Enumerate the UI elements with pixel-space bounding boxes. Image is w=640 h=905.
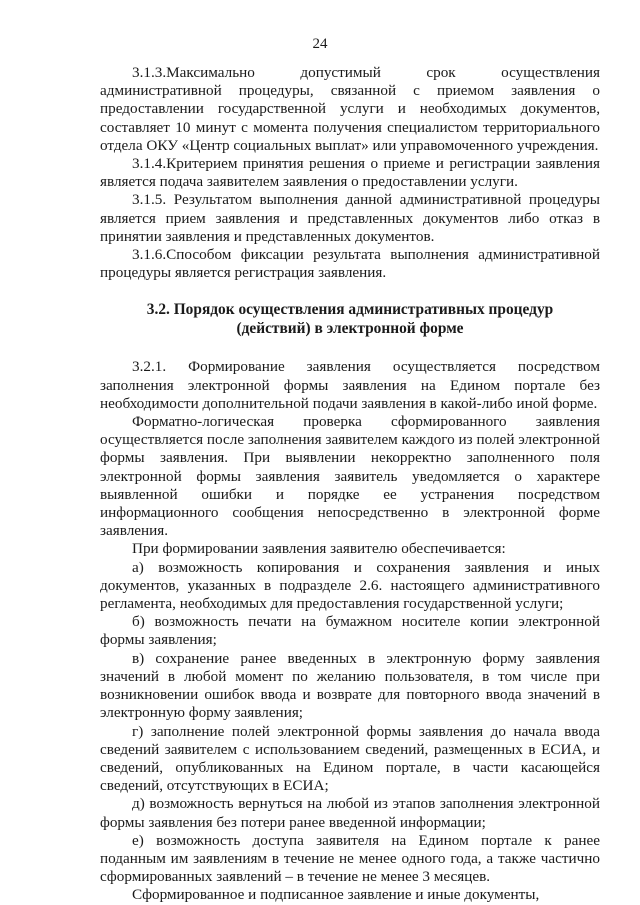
paragraph-final: Сформированное и подписанное заявление и иные документы, xyxy=(132,886,540,904)
paragraph-3-1-3: 3.1.3.Максимально допустимый срок осуществления административной процедуры, связанной с приемом заявления о предоставлении государственной услуги и необходимых документов, составляет 10 минут с момента получения специалистом территориального отдела ОКУ «Центр социальных выплат» или управомоченного учреждения. xyxy=(100,64,600,154)
section-heading-3-2 xyxy=(100,300,600,338)
list-item-g: г) заполнение полей электронной формы заявления до начала ввода сведений заявителем с использованием сведений, размещенных в ЕСИА, и сведений, опубликованных на Едином портале, в части касающейся сведений, отсутствующих в ЕСИА; xyxy=(100,722,600,795)
list-item-a: а) возможность копирования и сохранения заявления и иных документов, указанных в подразделе 2.6. настоящего административного регламента, необходимых для предоставления государственной услуги; xyxy=(100,558,600,613)
page-number: 24 xyxy=(312,36,328,52)
paragraph-provisions-intro: При формировании заявления заявителю обеспечивается: xyxy=(132,540,506,558)
list-item-e: е) возможность доступа заявителя на Едином портале к ранее поданным им заявлениям в течение не менее одного года, а также частично сформированных заявлений – в течение не менее 3 месяцев. xyxy=(100,831,600,886)
paragraph-3-1-6: 3.1.6.Способом фиксации результата выполнения административной процедуры является регистрация заявления. xyxy=(100,246,600,282)
document-body xyxy=(100,64,600,905)
section-heading-line-2: (действий) в электронной форме xyxy=(236,320,464,338)
paragraph-3-1-4: 3.1.4.Критерием принятия решения о приеме и регистрации заявления является подача заявителем заявления о предоставлении услуги. xyxy=(100,155,600,191)
section-heading-line-1: 3.2. Порядок осуществления административных процедур xyxy=(146,301,554,319)
paragraph-format-check: Форматно-логическая проверка сформированного заявления осуществляется после заполнения заявителем каждого из полей электронной формы заявления. При выявлении некорректно заполненного поля электронной формы заявления заявитель уведомляется о характере выявленной ошибки и порядке ее устранения посредством информационного сообщения непосредственно в электронной форме заявления. xyxy=(100,413,600,540)
paragraph-3-2-1: 3.2.1. Формирование заявления осуществляется посредством заполнения электронной формы заявления на Едином портале без необходимости дополнительной подачи заявления в какой-либо иной форме. xyxy=(100,358,600,412)
list-item-v: в) сохранение ранее введенных в электронную форму заявления значений в любой момент по желанию пользователя, в том числе при возникновении ошибок ввода и возврате для повторного ввода значений в электронную форму заявления; xyxy=(100,649,600,722)
paragraph-3-1-5: 3.1.5. Результатом выполнения данной административной процедуры является прием заявления и представленных документов либо отказ в принятии заявления и представленных документов. xyxy=(100,191,600,245)
list-item-b: б) возможность печати на бумажном носителе копии электронной формы заявления; xyxy=(100,613,600,649)
list-item-d: д) возможность вернуться на любой из этапов заполнения электронной формы заявления без потери ранее введенной информации; xyxy=(100,795,600,831)
